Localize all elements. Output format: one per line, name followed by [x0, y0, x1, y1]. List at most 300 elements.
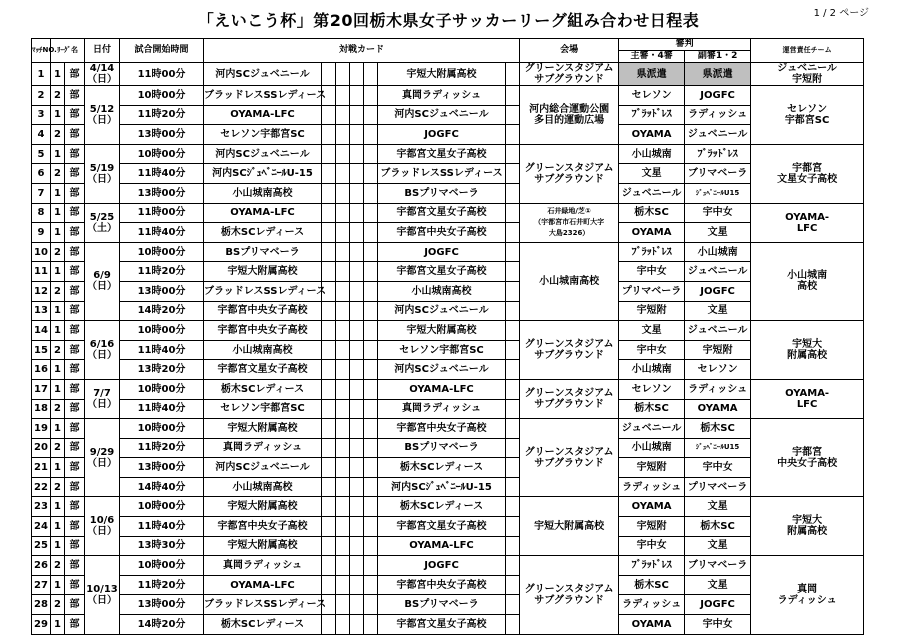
score-cell	[322, 340, 336, 360]
match-no-cell: 20	[32, 438, 51, 458]
score-cell	[336, 86, 350, 106]
score-cell	[364, 203, 378, 223]
date-cell: 6/9 （日）	[85, 242, 120, 320]
referee-main-cell: 宇短附	[619, 458, 685, 478]
referee-sub-cell: ジュベニール	[685, 321, 751, 341]
score-cell	[350, 144, 364, 164]
league-cell: 1	[51, 575, 65, 595]
score-cell	[364, 183, 378, 203]
league-cell: 1	[51, 183, 65, 203]
referee-main-cell: セレソン	[619, 86, 685, 106]
league-cell: 1	[51, 458, 65, 478]
match-no-cell: 6	[32, 164, 51, 184]
score-cell	[506, 497, 520, 517]
home-team-cell: 真岡ラディッシュ	[204, 438, 322, 458]
referee-main-cell: ﾌﾞﾗｯﾄﾞﾚｽ	[619, 556, 685, 576]
division-cell: 部	[65, 477, 85, 497]
score-cell	[506, 556, 520, 576]
score-cell	[364, 536, 378, 556]
score-cell	[364, 340, 378, 360]
score-cell	[364, 419, 378, 439]
match-no-cell: 4	[32, 125, 51, 145]
match-no-cell: 5	[32, 144, 51, 164]
home-team-cell: ブラッドレスSSレディース	[204, 86, 322, 106]
referee-sub-cell: ジュベニール	[685, 262, 751, 282]
match-no-cell: 25	[32, 536, 51, 556]
table-row	[32, 164, 864, 184]
score-cell	[336, 164, 350, 184]
away-team-cell: JOGFC	[378, 242, 506, 262]
score-cell	[364, 301, 378, 321]
responsible-team-cell: 宇都宮 中央女子高校	[751, 419, 864, 497]
header-ref-main: 主審・4審	[619, 51, 685, 63]
match-no-cell: 24	[32, 517, 51, 537]
away-team-cell: 河内SCジュベニール	[378, 105, 506, 125]
venue-cell: グリーンスタジアム サブグラウンド	[520, 419, 619, 497]
division-cell: 部	[65, 419, 85, 439]
date-cell: 5/19 （日）	[85, 144, 120, 203]
table-row	[32, 360, 864, 380]
time-cell: 11時40分	[120, 164, 204, 184]
referee-main-cell: 宇中女	[619, 536, 685, 556]
away-team-cell: 宇都宮中央女子高校	[378, 575, 506, 595]
score-cell	[506, 301, 520, 321]
away-team-cell: 真岡ラディッシュ	[378, 399, 506, 419]
header-date: 日付	[85, 39, 120, 63]
score-cell	[336, 63, 350, 86]
score-cell	[506, 183, 520, 203]
date-cell: 9/29 （日）	[85, 419, 120, 497]
division-cell: 部	[65, 105, 85, 125]
score-cell	[506, 536, 520, 556]
referee-sub-cell: 文星	[685, 536, 751, 556]
score-cell	[322, 575, 336, 595]
score-cell	[506, 379, 520, 399]
date-cell: 10/13 （日）	[85, 556, 120, 634]
score-cell	[364, 379, 378, 399]
score-cell	[364, 242, 378, 262]
home-team-cell: 宇短大附属高校	[204, 419, 322, 439]
away-team-cell: 宇短大附属高校	[378, 63, 506, 86]
time-cell: 11時00分	[120, 63, 204, 86]
table-row	[32, 262, 864, 282]
score-cell	[322, 379, 336, 399]
home-team-cell: 河内SCジュベニール	[204, 63, 322, 86]
league-cell: 2	[51, 281, 65, 301]
score-cell	[350, 183, 364, 203]
venue-cell: 河内総合運動公園 多目的運動広場	[520, 86, 619, 145]
division-cell: 部	[65, 556, 85, 576]
referee-sub-cell: 小山城南	[685, 242, 751, 262]
page-title: 「えいこう杯」第20回栃木県女子サッカーリーグ組み合わせ日程表	[197, 11, 700, 30]
score-cell	[336, 419, 350, 439]
header-match-no: ﾏｯﾁNO.	[32, 39, 51, 63]
league-cell: 2	[51, 164, 65, 184]
league-cell: 1	[51, 144, 65, 164]
referee-main-cell: 栃木SC	[619, 203, 685, 223]
time-cell: 13時00分	[120, 125, 204, 145]
referee-main-cell: 文星	[619, 321, 685, 341]
league-cell: 1	[51, 223, 65, 243]
score-cell	[350, 223, 364, 243]
time-cell: 13時00分	[120, 595, 204, 615]
away-team-cell: 宇都宮中央女子高校	[378, 419, 506, 439]
referee-main-cell: OYAMA	[619, 497, 685, 517]
header-row	[32, 39, 864, 51]
score-cell	[322, 360, 336, 380]
time-cell: 11時40分	[120, 517, 204, 537]
score-cell	[364, 281, 378, 301]
division-cell: 部	[65, 517, 85, 537]
referee-sub-cell: JOGFC	[685, 86, 751, 106]
home-team-cell: 栃木SCレディース	[204, 615, 322, 635]
table-row	[32, 438, 864, 458]
header-league: ﾘｰｸﾞ名	[51, 39, 85, 63]
referee-sub-cell: セレソン	[685, 360, 751, 380]
league-cell: 1	[51, 536, 65, 556]
score-cell	[506, 86, 520, 106]
table-row	[32, 575, 864, 595]
score-cell	[322, 125, 336, 145]
league-cell: 2	[51, 595, 65, 615]
match-no-cell: 9	[32, 223, 51, 243]
score-cell	[364, 86, 378, 106]
score-cell	[506, 105, 520, 125]
referee-main-cell: 小山城南	[619, 360, 685, 380]
score-cell	[336, 615, 350, 635]
match-no-cell: 17	[32, 379, 51, 399]
referee-main-cell: 栃木SC	[619, 575, 685, 595]
referee-main-cell: 宇中女	[619, 340, 685, 360]
away-team-cell: 宇都宮文星女子高校	[378, 144, 506, 164]
league-cell: 1	[51, 63, 65, 86]
table-row	[32, 536, 864, 556]
score-cell	[506, 203, 520, 223]
table-row	[32, 223, 864, 243]
score-cell	[364, 517, 378, 537]
score-cell	[364, 144, 378, 164]
score-cell	[350, 321, 364, 341]
score-cell	[506, 63, 520, 86]
away-team-cell: 宇都宮文星女子高校	[378, 615, 506, 635]
referee-sub-cell: ジュベニール	[685, 125, 751, 145]
league-cell: 2	[51, 242, 65, 262]
referee-sub-cell: 文星	[685, 575, 751, 595]
referee-main-cell: OYAMA	[619, 615, 685, 635]
score-cell	[336, 321, 350, 341]
responsible-team-cell: OYAMA- LFC	[751, 379, 864, 418]
time-cell: 10時00分	[120, 144, 204, 164]
away-team-cell: OYAMA-LFC	[378, 379, 506, 399]
match-no-cell: 10	[32, 242, 51, 262]
home-team-cell: 栃木SCレディース	[204, 223, 322, 243]
score-cell	[364, 575, 378, 595]
score-cell	[336, 203, 350, 223]
league-cell: 1	[51, 321, 65, 341]
match-no-cell: 28	[32, 595, 51, 615]
league-cell: 1	[51, 419, 65, 439]
home-team-cell: 宇都宮中央女子高校	[204, 321, 322, 341]
home-team-cell: セレソン宇都宮SC	[204, 399, 322, 419]
league-cell: 1	[51, 615, 65, 635]
time-cell: 10時00分	[120, 242, 204, 262]
score-cell	[350, 164, 364, 184]
away-team-cell: 河内SCｼﾞｭﾍﾞﾆｰﾙU-15	[378, 477, 506, 497]
match-no-cell: 27	[32, 575, 51, 595]
score-cell	[322, 556, 336, 576]
time-cell: 10時00分	[120, 379, 204, 399]
score-cell	[350, 399, 364, 419]
responsible-team-cell: 真岡 ラディッシュ	[751, 556, 864, 634]
responsible-team-cell: 宇都宮 文星女子高校	[751, 144, 864, 203]
header-time: 試合開始時間	[120, 39, 204, 63]
referee-sub-cell: 県派遣	[685, 63, 751, 86]
away-team-cell: 河内SCジュベニール	[378, 360, 506, 380]
header-venue: 会場	[520, 39, 619, 63]
away-team-cell: ブラッドレスSSレディース	[378, 164, 506, 184]
venue-cell: グリーンスタジアム サブグラウンド	[520, 379, 619, 418]
score-cell	[350, 595, 364, 615]
home-team-cell: 宇短大附属高校	[204, 497, 322, 517]
away-team-cell: 宇短大附属高校	[378, 321, 506, 341]
time-cell: 11時20分	[120, 438, 204, 458]
home-team-cell: 河内SCｼﾞｭﾍﾞﾆｰﾙU-15	[204, 164, 322, 184]
score-cell	[336, 105, 350, 125]
away-team-cell: OYAMA-LFC	[378, 536, 506, 556]
venue-cell: グリーンスタジアム サブグラウンド	[520, 63, 619, 86]
away-team-cell: BSプリマベーラ	[378, 183, 506, 203]
referee-main-cell: ラディッシュ	[619, 595, 685, 615]
home-team-cell: ブラッドレスSSレディース	[204, 595, 322, 615]
match-no-cell: 22	[32, 477, 51, 497]
match-no-cell: 2	[32, 86, 51, 106]
table-row	[32, 321, 864, 341]
league-cell: 2	[51, 340, 65, 360]
table-row	[32, 477, 864, 497]
division-cell: 部	[65, 125, 85, 145]
score-cell	[322, 438, 336, 458]
score-cell	[350, 477, 364, 497]
venue-cell: 宇短大附属高校	[520, 497, 619, 556]
score-cell	[350, 360, 364, 380]
table-row	[32, 379, 864, 399]
referee-sub-cell: 文星	[685, 223, 751, 243]
away-team-cell: 真岡ラディッシュ	[378, 86, 506, 106]
score-cell	[506, 595, 520, 615]
referee-sub-cell: プリマベーラ	[685, 477, 751, 497]
time-cell: 13時00分	[120, 183, 204, 203]
date-cell: 10/6 （日）	[85, 497, 120, 556]
division-cell: 部	[65, 458, 85, 478]
score-cell	[364, 164, 378, 184]
score-cell	[506, 615, 520, 635]
venue-cell: グリーンスタジアム サブグラウンド	[520, 321, 619, 380]
score-cell	[364, 477, 378, 497]
table-row	[32, 497, 864, 517]
referee-sub-cell: ｼﾞｭﾍﾞﾆｰﾙU15	[685, 438, 751, 458]
responsible-team-cell: OYAMA- LFC	[751, 203, 864, 242]
score-cell	[364, 458, 378, 478]
score-cell	[322, 321, 336, 341]
away-team-cell: JOGFC	[378, 125, 506, 145]
division-cell: 部	[65, 144, 85, 164]
score-cell	[350, 105, 364, 125]
score-cell	[336, 340, 350, 360]
referee-sub-cell: 文星	[685, 497, 751, 517]
referee-sub-cell: ラディッシュ	[685, 379, 751, 399]
referee-main-cell: 小山城南	[619, 438, 685, 458]
time-cell: 11時20分	[120, 105, 204, 125]
time-cell: 11時20分	[120, 575, 204, 595]
score-cell	[350, 419, 364, 439]
score-cell	[322, 144, 336, 164]
score-cell	[350, 615, 364, 635]
league-cell: 2	[51, 556, 65, 576]
score-cell	[506, 242, 520, 262]
date-cell: 5/12 （日）	[85, 86, 120, 145]
referee-sub-cell: ブリマベーラ	[685, 556, 751, 576]
score-cell	[336, 360, 350, 380]
venue-cell: グリーンスタジアム サブグラウンド	[520, 556, 619, 634]
referee-main-cell: プリマベーラ	[619, 281, 685, 301]
referee-main-cell: 小山城南	[619, 144, 685, 164]
score-cell	[364, 63, 378, 86]
division-cell: 部	[65, 223, 85, 243]
score-cell	[322, 399, 336, 419]
score-cell	[322, 183, 336, 203]
score-cell	[322, 419, 336, 439]
responsible-team-cell: セレソン 宇都宮SC	[751, 86, 864, 145]
division-cell: 部	[65, 86, 85, 106]
score-cell	[350, 63, 364, 86]
division-cell: 部	[65, 63, 85, 86]
score-cell	[364, 262, 378, 282]
table-row	[32, 340, 864, 360]
score-cell	[364, 595, 378, 615]
score-cell	[336, 595, 350, 615]
home-team-cell: 河内SCジュベニール	[204, 144, 322, 164]
score-cell	[322, 301, 336, 321]
away-team-cell: セレソン宇都宮SC	[378, 340, 506, 360]
time-cell: 13時20分	[120, 360, 204, 380]
score-cell	[322, 105, 336, 125]
score-cell	[364, 125, 378, 145]
score-cell	[322, 477, 336, 497]
score-cell	[506, 164, 520, 184]
division-cell: 部	[65, 321, 85, 341]
score-cell	[350, 575, 364, 595]
time-cell: 11時00分	[120, 203, 204, 223]
division-cell: 部	[65, 615, 85, 635]
time-cell: 10時00分	[120, 556, 204, 576]
table-row	[32, 125, 864, 145]
referee-sub-cell: ブリマベーラ	[685, 164, 751, 184]
score-cell	[322, 164, 336, 184]
division-cell: 部	[65, 399, 85, 419]
responsible-team-cell: 宇短大 附属高校	[751, 497, 864, 556]
time-cell: 14時40分	[120, 477, 204, 497]
league-cell: 2	[51, 438, 65, 458]
match-no-cell: 8	[32, 203, 51, 223]
score-cell	[322, 223, 336, 243]
score-cell	[364, 615, 378, 635]
score-cell	[322, 262, 336, 282]
page-indicator: 1 / 2 ページ	[813, 8, 869, 19]
home-team-cell: 宇都宮中央女子高校	[204, 301, 322, 321]
division-cell: 部	[65, 281, 85, 301]
score-cell	[322, 203, 336, 223]
away-team-cell: JOGFC	[378, 556, 506, 576]
score-cell	[322, 517, 336, 537]
league-cell: 2	[51, 125, 65, 145]
league-cell: 1	[51, 517, 65, 537]
away-team-cell: 栃木SCレディース	[378, 497, 506, 517]
score-cell	[336, 517, 350, 537]
home-team-cell: 真岡ラディッシュ	[204, 556, 322, 576]
score-cell	[506, 419, 520, 439]
responsible-team-cell: 小山城南 高校	[751, 242, 864, 320]
referee-sub-cell: JOGFC	[685, 281, 751, 301]
time-cell: 13時00分	[120, 281, 204, 301]
table-row	[32, 399, 864, 419]
header-referee: 審判	[619, 39, 751, 51]
division-cell: 部	[65, 379, 85, 399]
score-cell	[322, 615, 336, 635]
score-cell	[350, 536, 364, 556]
score-cell	[350, 458, 364, 478]
home-team-cell: セレソン宇都宮SC	[204, 125, 322, 145]
home-team-cell: 栃木SCレディース	[204, 379, 322, 399]
score-cell	[506, 125, 520, 145]
division-cell: 部	[65, 242, 85, 262]
away-team-cell: 宇都宮文星女子高校	[378, 517, 506, 537]
match-no-cell: 15	[32, 340, 51, 360]
score-cell	[350, 242, 364, 262]
division-cell: 部	[65, 497, 85, 517]
time-cell: 10時00分	[120, 321, 204, 341]
score-cell	[350, 517, 364, 537]
score-cell	[336, 223, 350, 243]
score-cell	[506, 575, 520, 595]
table-row	[32, 183, 864, 203]
score-cell	[350, 125, 364, 145]
home-team-cell: 小山城南高校	[204, 477, 322, 497]
referee-sub-cell: JOGFC	[685, 595, 751, 615]
score-cell	[336, 556, 350, 576]
header-card: 対戦カード	[204, 39, 520, 63]
home-team-cell: 宇短大附属高校	[204, 536, 322, 556]
division-cell: 部	[65, 203, 85, 223]
match-no-cell: 13	[32, 301, 51, 321]
venue-cell: 石井緑地/芝① （宇都宮市石井町大字 大島2326）	[520, 203, 619, 242]
score-cell	[506, 262, 520, 282]
away-team-cell: 宇都宮中央女子高校	[378, 223, 506, 243]
away-team-cell: BSプリマベーラ	[378, 595, 506, 615]
score-cell	[506, 321, 520, 341]
match-no-cell: 23	[32, 497, 51, 517]
score-cell	[364, 556, 378, 576]
league-cell: 2	[51, 86, 65, 106]
home-team-cell: 小山城南高校	[204, 340, 322, 360]
referee-sub-cell: ﾌﾞﾗｯﾄﾞﾚｽ	[685, 144, 751, 164]
referee-main-cell: 宇短附	[619, 517, 685, 537]
table-row	[32, 281, 864, 301]
home-team-cell: ブラッドレスSSレディース	[204, 281, 322, 301]
score-cell	[506, 223, 520, 243]
table-row	[32, 63, 864, 86]
table-row	[32, 458, 864, 478]
table-row	[32, 615, 864, 635]
